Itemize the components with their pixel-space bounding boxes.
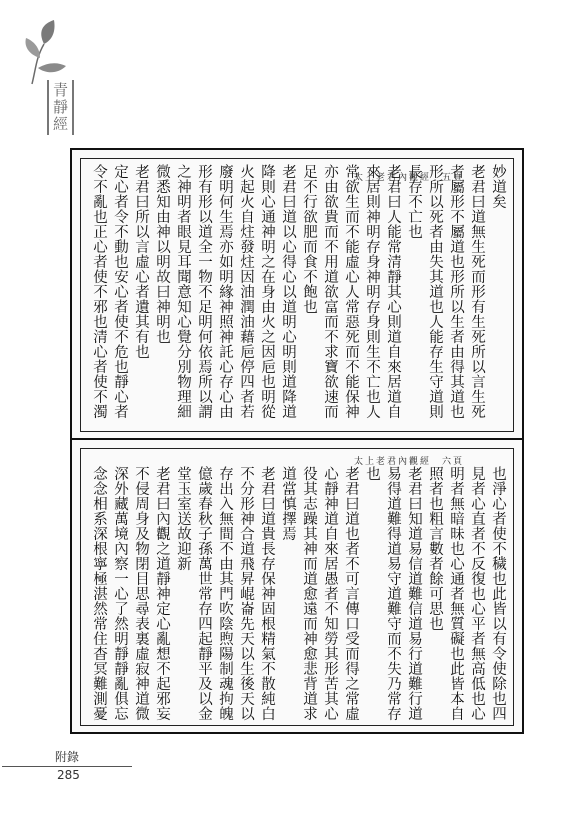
running-header: 太上老君內觀經 五頁 — [354, 173, 465, 183]
text-column: 心靜神道自來居愚者不知勞其形苦其心 — [322, 466, 338, 721]
text-column: 易得道難得道易守道難守而不失乃常存 — [385, 466, 401, 721]
page-number: 285 — [57, 768, 80, 782]
text-column: 老君曰道以心得心以道明心明則道降道 — [280, 164, 296, 419]
text-column: 之神明者眼見耳聞意知心覺分別物理細 — [175, 164, 191, 419]
book-logo — [22, 18, 82, 148]
text-column: 老君曰道無生死而形有生死所以言生死 — [469, 164, 485, 419]
text-column: 降則心通神明之在身由火之因巵也明從 — [259, 164, 275, 419]
text-column: 長存不亡也 — [406, 164, 422, 239]
text-column: 足不行欲肥而食不飽也 — [301, 164, 317, 314]
text-column: 妙道矣 — [490, 164, 506, 209]
text-column: 令不亂也正心者使不邪也清心者使不濁 — [91, 164, 107, 419]
text-column: 形有形以道全一物不足明何依焉所以謂 — [196, 164, 212, 419]
text-column: 老君曰內觀之道靜神定心亂想不起邪妄 — [154, 466, 170, 721]
text-column: 明者無暗昧也心通者無質礙也此皆本自 — [448, 466, 464, 721]
vertical-text-columns — [88, 466, 508, 722]
text-column: 役其志躁其神而道愈遠而神愈悲背道求 — [301, 466, 317, 721]
footer-divider — [2, 766, 132, 767]
text-column: 老君曰道貴長存保神固根精氣不散純白 — [259, 466, 275, 721]
text-column: 微悉知由神以明故曰神明也 — [154, 164, 170, 344]
text-column: 形所以死者由失其道也人能存生守道則 — [427, 164, 443, 419]
text-column: 照者也粗言數者餘可思也 — [427, 466, 443, 631]
text-column: 者屬形不屬道也形所以生者由得其道也 — [448, 164, 464, 419]
text-column: 火起火自炷發炷因油潤油藉巵停四者若 — [238, 164, 254, 419]
leaf-icon — [22, 18, 82, 88]
vertical-text-columns — [88, 164, 508, 424]
text-column: 見者心直者不反復也心平者無高低也心 — [469, 466, 485, 721]
text-column: 存出入無間不由其門吹陰煦陽制魂拘魄 — [217, 466, 233, 721]
text-column: 道當慎擇焉 — [280, 466, 296, 541]
text-column: 老君曰道也者不可言傳口受而得之常虛 — [343, 466, 359, 721]
footer-section-label: 附錄 — [55, 750, 80, 764]
text-column: 老君曰所以言虛心者遺其有也 — [133, 164, 149, 359]
text-column: 不侵周身及物閉目思尋表裏虛寂神道微 — [133, 466, 149, 721]
text-column: 亦由欲貴而不用道欲富而不求寶欲速而 — [322, 164, 338, 419]
text-column: 常欲生而不能虛心人常惡死而不能保神 — [343, 164, 359, 419]
running-header: 太上老君內觀經 六頁 — [354, 457, 465, 467]
text-column: 億歲春秋子孫萬世常存四起靜平及以金 — [196, 466, 212, 721]
text-column: 來居則神明存身神明存身則生不亡也人 — [364, 164, 380, 419]
text-column: 老君曰人能常清靜其心則道自來居道自 — [385, 164, 401, 419]
text-column: 深外藏萬境內察一心了然明靜靜亂俱忘 — [112, 466, 128, 721]
logo-title: 青靜經 — [47, 80, 74, 135]
scanned-book-page — [70, 148, 524, 734]
text-column: 老君曰知道易信道難信道易行道難行道 — [406, 466, 422, 721]
text-column: 廢明何生焉亦如明緣神照神託心存心由 — [217, 164, 233, 419]
book-page-five — [72, 150, 522, 440]
text-column: 定心者令不動也安心者使不危也靜心者 — [112, 164, 128, 419]
book-page-six — [72, 440, 522, 732]
text-column: 也淨心者使不穢也此皆以有令使除也四 — [490, 466, 506, 721]
text-column: 也 — [364, 466, 380, 481]
text-column: 念念相系深根寧極湛然常住杳冥難測憂 — [91, 466, 107, 721]
text-column: 不分形神合道飛昇崐崙先天以生後天以 — [238, 466, 254, 721]
text-column: 堂玉室送故迎新 — [175, 466, 191, 571]
